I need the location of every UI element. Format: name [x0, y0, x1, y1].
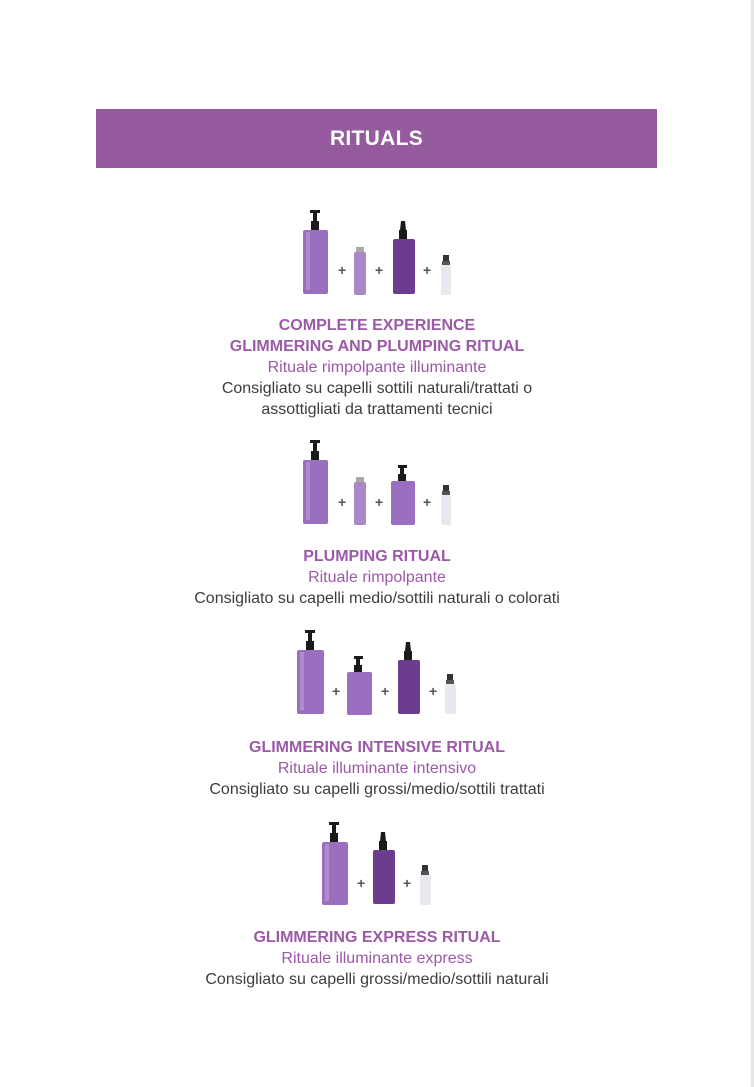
plus-sign: + [338, 262, 347, 278]
ritual-name-line: PLUMPING RITUAL [303, 548, 451, 565]
dark-bottle-icon [393, 221, 415, 294]
ritual-name-line: GLIMMERING AND PLUMPING RITUAL [229, 338, 525, 355]
plus-sign: + [429, 683, 438, 699]
ritual-description: Consigliato su capelli grossi/medio/sottili naturali [205, 971, 549, 988]
spray-bottle-icon [441, 485, 451, 525]
pump-bottle-icon [347, 656, 372, 715]
dark-bottle-icon [373, 832, 395, 904]
pump-bottle-icon [391, 465, 415, 525]
pump-bottle-icon [303, 210, 328, 294]
ritual-subtitle: Rituale rimpolpante [308, 569, 446, 586]
plus-sign: + [338, 494, 347, 510]
ritual-subtitle: Rituale illuminante intensivo [277, 760, 477, 777]
ritual-name-line: COMPLETE EXPERIENCE [278, 317, 476, 334]
dark-bottle-icon [398, 642, 420, 714]
ritual-description: Consigliato su capelli sottili naturali/trattati o [221, 380, 533, 397]
ritual-glimmering-intensive [0, 628, 754, 800]
plus-sign: + [423, 494, 432, 510]
ritual-subtitle: Rituale rimpolpante illuminante [267, 359, 487, 376]
ritual-plumping [0, 437, 754, 609]
pump-bottle-icon [322, 822, 348, 905]
plus-sign: + [375, 494, 384, 510]
plus-sign: + [423, 262, 432, 278]
spray-bottle-icon [441, 255, 451, 295]
ritual-description: Consigliato su capelli medio/sottili naturali o colorati [194, 590, 560, 607]
plus-sign: + [332, 683, 341, 699]
plus-sign: + [381, 683, 390, 699]
pump-bottle-icon [297, 630, 324, 714]
ritual-complete-experience [0, 207, 754, 420]
small-bottle-icon [354, 477, 366, 525]
small-bottle-icon [354, 247, 366, 295]
plus-sign: + [357, 875, 366, 891]
ritual-glimmering-express [0, 820, 754, 990]
product-group [0, 207, 754, 297]
ritual-subtitle: Rituale illuminante express [281, 950, 473, 967]
rituals-banner [96, 109, 657, 168]
spray-bottle-icon [420, 865, 431, 905]
product-group [0, 820, 754, 910]
ritual-name-line: GLIMMERING INTENSIVE RITUAL [249, 739, 505, 756]
ritual-name-line: GLIMMERING EXPRESS RITUAL [253, 929, 501, 946]
product-group [0, 437, 754, 527]
page-title: RITUALS [329, 126, 424, 150]
pump-bottle-icon [303, 440, 328, 524]
ritual-description: assottigliati da trattamenti tecnici [261, 401, 493, 418]
plus-sign: + [375, 262, 384, 278]
plus-sign: + [403, 875, 412, 891]
ritual-description: Consigliato su capelli grossi/medio/sottili trattati [209, 781, 545, 798]
product-group [0, 628, 754, 718]
spray-bottle-icon [445, 674, 456, 714]
